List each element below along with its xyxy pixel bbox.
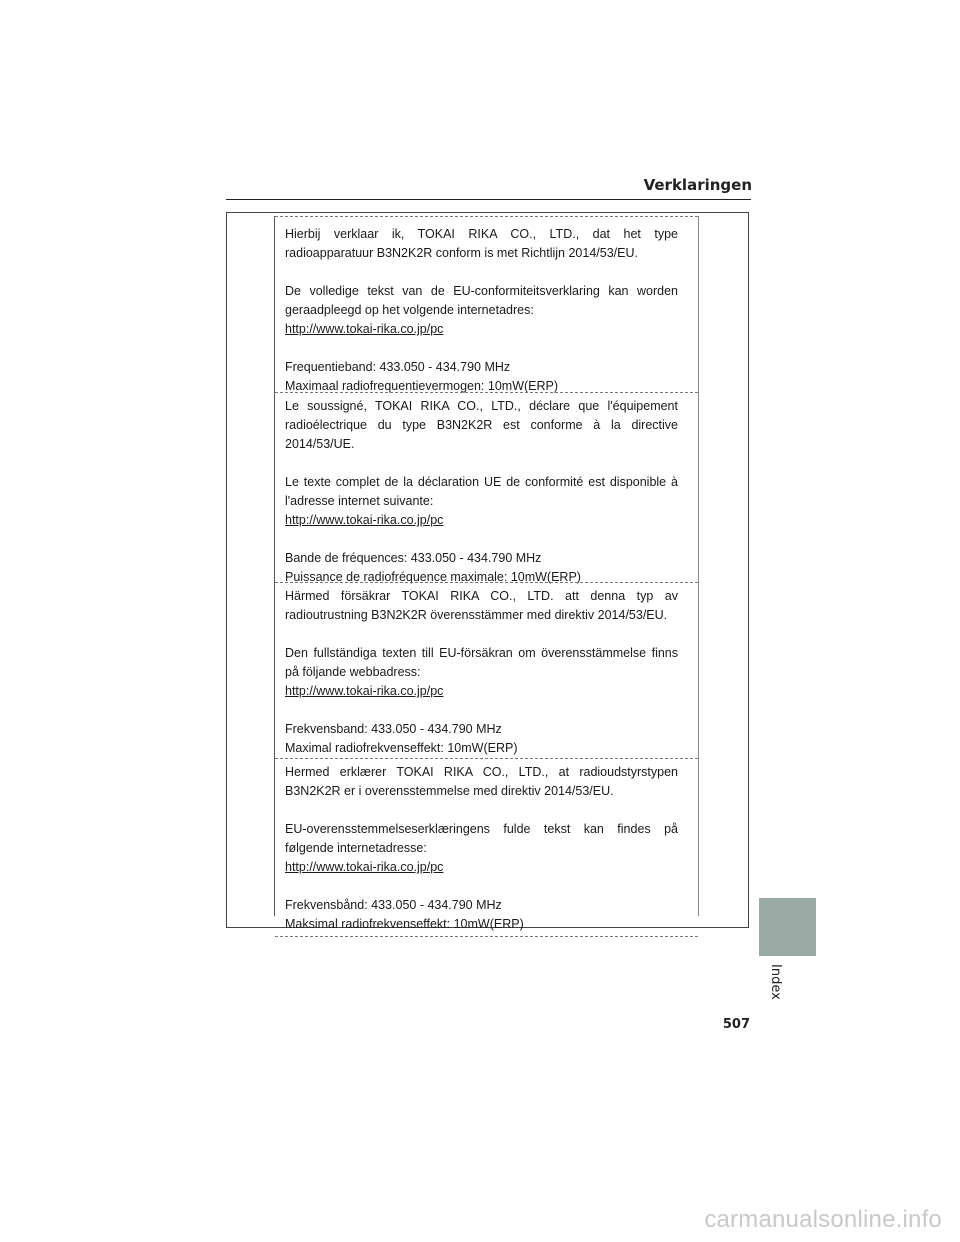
- french-intro: Le soussigné, TOKAI RIKA CO., LTD., déclare que l'équipement radioélectrique du type B3N2K2R est conforme à la directive 2014/53/UE.: [285, 399, 678, 451]
- declaration-scan: [274, 216, 699, 931]
- dutch-url-link[interactable]: http://www.tokai-rika.co.jp/pc: [285, 322, 444, 336]
- french-frequency-band: Bande de fréquences: 433.050 - 434.790 MHz: [285, 551, 542, 565]
- dutch-frequency-band: Frequentieband: 433.050 - 434.790 MHz: [285, 360, 511, 374]
- section-title: Verklaringen: [643, 176, 752, 194]
- danish-frequency-band: Frekvensbånd: 433.050 - 434.790 MHz: [285, 898, 502, 912]
- danish-url-link[interactable]: http://www.tokai-rika.co.jp/pc: [285, 860, 444, 874]
- swedish-frequency-band: Frekvensband: 433.050 - 434.790 MHz: [285, 722, 502, 736]
- dutch-fulltext-note: De volledige tekst van de EU-conformiteitsverklaring kan worden geraadpleegd op het volgende internetadres:: [285, 284, 678, 317]
- swedish-max-power: Maximal radiofrekvenseffekt: 10mW(ERP): [285, 741, 518, 755]
- french-fulltext-note: Le texte complet de la déclaration UE de conformité est disponible à l'adresse internet suivante:: [285, 475, 678, 508]
- french-url-link[interactable]: http://www.tokai-rika.co.jp/pc: [285, 513, 444, 527]
- dutch-intro: Hierbij verklaar ik, TOKAI RIKA CO., LTD., dat het type radioapparatuur B3N2K2R conform is met Richtlijn 2014/53/EU.: [285, 227, 678, 260]
- dutch-max-power: Maximaal radiofrequentievermogen: 10mW(ERP): [285, 379, 559, 393]
- danish-intro: Hermed erklærer TOKAI RIKA CO., LTD., at radioudstyrstypen B3N2K2R er i overensstemmelse med direktiv 2014/53/EU.: [285, 765, 678, 798]
- swedish-fulltext-note: Den fullständiga texten till EU-försäkran om överensstämmelse finns på följande webbadress:: [285, 646, 678, 679]
- index-side-tab[interactable]: [759, 898, 816, 956]
- title-rule: [226, 199, 751, 200]
- swedish-intro: Härmed försäkrar TOKAI RIKA CO., LTD. att denna typ av radioutrustning B3N2K2R överensstämmer med direktiv 2014/53/EU.: [285, 589, 678, 622]
- index-side-label[interactable]: Index: [768, 964, 783, 1000]
- declaration-swedish: [275, 582, 698, 758]
- declaration-dutch: [275, 216, 698, 396]
- danish-fulltext-note: EU-overensstemmelseserklæringens fulde tekst kan findes på følgende internetadresse:: [285, 822, 678, 855]
- declaration-french: [275, 392, 698, 587]
- declaration-danish: [275, 758, 698, 937]
- watermark: carmanualsonline.info: [704, 1206, 942, 1233]
- danish-max-power: Maksimal radiofrekvenseffekt: 10mW(ERP): [285, 917, 524, 931]
- french-max-power: Puissance de radiofréquence maximale: 10mW(ERP): [285, 570, 581, 584]
- page-number: 507: [722, 1017, 750, 1032]
- swedish-url-link[interactable]: http://www.tokai-rika.co.jp/pc: [285, 684, 444, 698]
